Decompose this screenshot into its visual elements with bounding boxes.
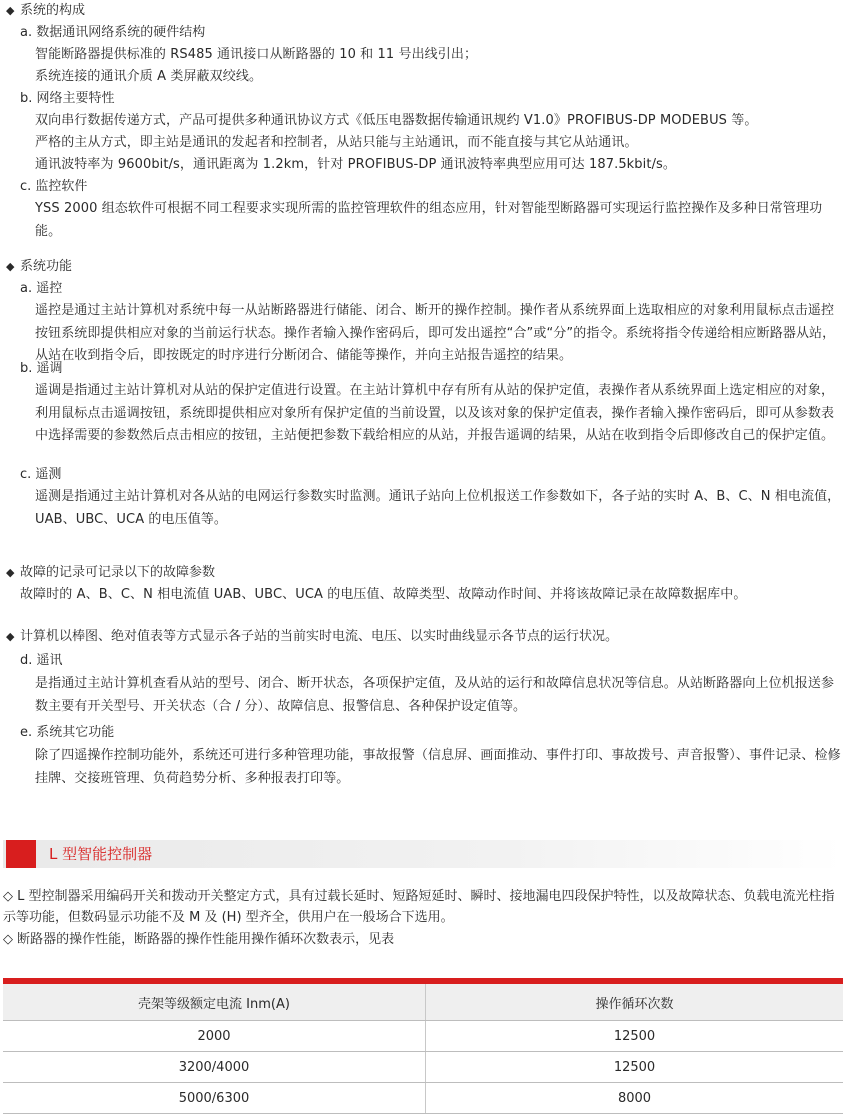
table-cell: 5000/6300 — [3, 1083, 426, 1114]
paragraph-text: 除了四遥操作控制功能外，系统还可进行多种管理功能，事故报警（信息屏、画面推动、事件打印、事故拨号、声音报警）、事件记录、检修挂牌、交接班管理、负荷趋势分析、多种报表打印等。 — [35, 748, 841, 786]
subsection-label-a: a. 遥控 — [20, 281, 63, 296]
paragraph-text: 遥控是通过主站计算机对系统中每一从站断路器进行储能、闭合、断开的操作控制。操作者从系统界面上选取相应的对象利用鼠标点击遥控按钮系统即提供相应对象的当前运行状态。操作者输入操作密码后，即可发出遥控“合”或“分”的指令。系统将指令传递给相应断路器从站，从站在收到指令后，即按既定的时序进行分断闭合、储能等操作，并向主站报告遥控的结果。 — [35, 303, 836, 363]
section-heading-display — [6, 626, 618, 648]
table-cell: 12500 — [426, 1052, 844, 1083]
subsection-label-c: c. 监控软件 — [20, 179, 88, 194]
diamond-bullet-icon: ◆ — [6, 4, 15, 17]
subsection-label-c: c. 遥测 — [20, 467, 62, 482]
diamond-bullet-icon: ◆ — [6, 630, 15, 643]
l-controller-intro-1: ◇ L 型控制器采用编码开关和拨动开关整定方式，具有过载长延时、短路短延时、瞬时、接地漏电四段保护特性，以及故障状态、负载电流光柱指示等功能，但数码显示功能不及 M 及 (H) 型齐全，供用户在一般场合下选用。 — [3, 889, 835, 925]
paragraph-line: 系统连接的通讯介质 A 类屏蔽双绞线。 — [35, 69, 263, 84]
paragraph-line: 双向串行数据传递方式，产品可提供多种通讯协议方式《低压电器数据传输通讯规约 V1.0》PROFIBUS-DP MODEBUS 等。 — [35, 113, 758, 128]
table-cell: 12500 — [426, 1021, 844, 1052]
table-cell: 8000 — [426, 1083, 844, 1114]
operation-cycles-table — [3, 978, 843, 1114]
table-header-cell: 操作循环次数 — [426, 984, 844, 1021]
l-controller-title: L 型智能控制器 — [49, 845, 153, 863]
table-row — [3, 1052, 843, 1083]
diamond-bullet-icon: ◆ — [6, 566, 15, 579]
paragraph-text: 故障时的 A、B、C、N 相电流值 UAB、UBC、UCA 的电压值、故障类型、故障动作时间、并将该故障记录在故障数据库中。 — [20, 587, 747, 602]
section-heading-functions — [6, 256, 72, 278]
paragraph-text: YSS 2000 组态软件可根据不同工程要求实现所需的监控管理软件的组态应用，针对智能型断路器可实现运行监控操作及多种日常管理功能。 — [35, 201, 823, 239]
paragraph-line: 严格的主从方式，即主站是通讯的发起者和控制者，从站只能与主站通讯，而不能直接与其它从站通讯。 — [35, 135, 638, 150]
paragraph-line: 智能断路器提供标准的 RS485 通讯接口从断路器的 10 和 11 号出线引出； — [35, 47, 478, 62]
paragraph-text: 遥调是指通过主站计算机对从站的保护定值进行设置。在主站计算机中存有所有从站的保护定值，表操作者从系统界面上选定相应的对象，利用鼠标点击遥调按钮，系统即提供相应对象所有保护定值的当前设置，以及该对象的保护定值表，操作者输入操作密码后，即可从参数表中选择需要的参数然后点击相应的按钮，主站便把参数下载给相应的从站，并报告遥调的结果，从站在收到指令后即修改自己的保护定值。 — [35, 383, 835, 443]
l-controller-intro-2: ◇ 断路器的操作性能，断路器的操作性能用操作循环次数表示，见表 — [3, 932, 395, 947]
section-title: 故障的记录可记录以下的故障参数 — [20, 565, 216, 580]
paragraph-text: 遥测是指通过主站计算机对各从站的电网运行参数实时监测。通讯子站向上位机报送工作参数如下，各子站的实时 A、B、C、N 相电流值，UAB、UBC、UCA 的电压值等。 — [35, 489, 841, 527]
table-cell: 3200/4000 — [3, 1052, 426, 1083]
red-title-marker — [6, 840, 36, 868]
table-cell: 2000 — [3, 1021, 426, 1052]
table-row — [3, 1083, 843, 1114]
table-header-row — [3, 984, 843, 1021]
section-heading-fault — [6, 562, 215, 584]
subsection-label-a: a. 数据通讯网络系统的硬件结构 — [20, 25, 206, 40]
table-row — [3, 1021, 843, 1052]
paragraph-line: 通讯波特率为 9600bit/s，通讯距离为 1.2km，针对 PROFIBUS-DP 通讯波特率典型应用可达 187.5kbit/s。 — [35, 157, 677, 172]
table-header-cell: 壳架等级额定电流 Inm(A) — [3, 984, 426, 1021]
subsection-label-b: b. 网络主要特性 — [20, 91, 115, 106]
subsection-label-d: d. 遥讯 — [20, 653, 63, 668]
section-title: 计算机以棒图、绝对值表等方式显示各子站的当前实时电流、电压、以实时曲线显示各节点的运行状况。 — [20, 629, 619, 644]
diamond-bullet-icon: ◆ — [6, 260, 15, 273]
paragraph-text: 是指通过主站计算机查看从站的型号、闭合、断开状态，各项保护定值，及从站的运行和故障信息状况等信息。从站断路器向上位机报送参数主要有开关型号、开关状态（合 / 分）、故障信息、报警信息、各种保护设定值等。 — [35, 676, 835, 714]
section-title: 系统的构成 — [20, 3, 86, 18]
subsection-label-b: b. 遥调 — [20, 361, 63, 376]
section-title: 系统功能 — [20, 259, 73, 274]
section-heading-composition — [6, 0, 85, 22]
subsection-label-e: e. 系统其它功能 — [20, 725, 115, 740]
l-controller-title-bar — [3, 840, 843, 868]
